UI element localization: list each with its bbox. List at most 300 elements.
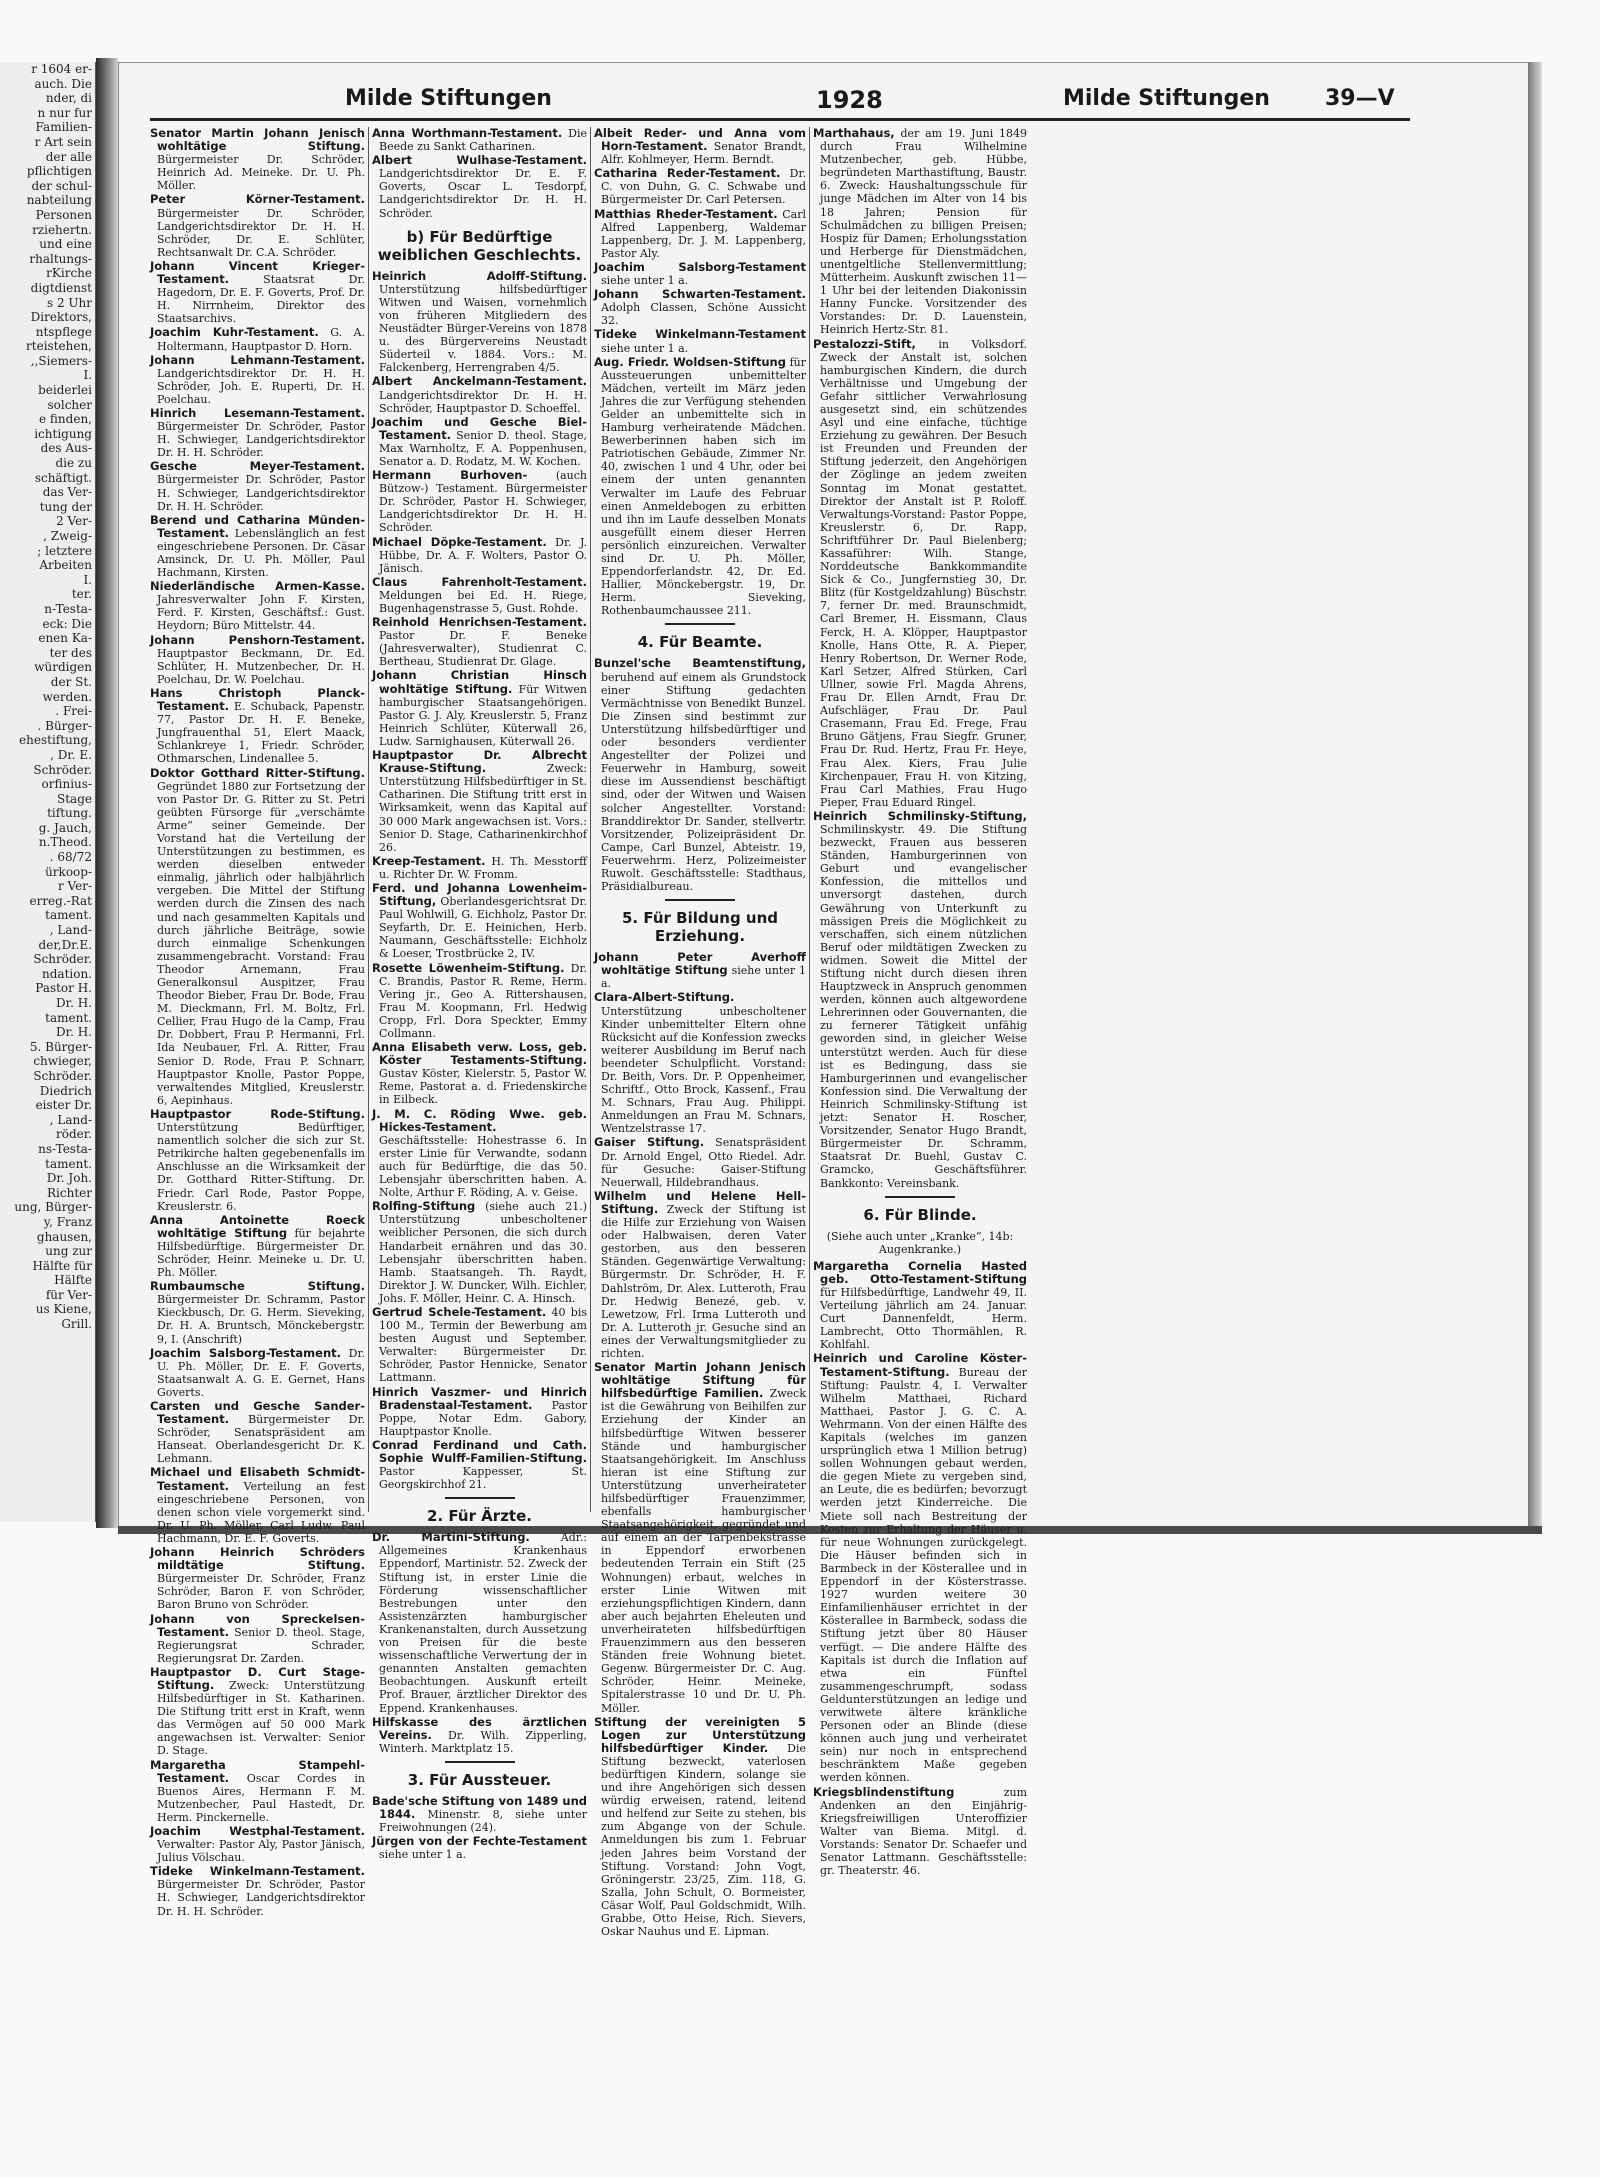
previous-page-text: rziehertn. xyxy=(32,222,92,237)
previous-page-text: auch. Die xyxy=(34,76,92,91)
foundation-details: H. Th. Messtorff u. Richter Dr. W. Fromm. xyxy=(379,854,587,881)
foundation-details: Jahresverwalter John F. Kirsten, Ferd. F. Kirsten, Geschäftsf.: Gust. Heydorn; Büro Mittelstr. 44. xyxy=(157,593,365,633)
foundation-name: Doktor Gotthard Ritter-Stiftung. xyxy=(150,765,365,780)
foundation-name: Heinrich Schmilinsky-Stiftung, xyxy=(813,808,1027,823)
foundation-name: Hinrich Vaszmer- und Hinrich Bradenstaal-Testament. xyxy=(372,1384,587,1412)
foundation-entry xyxy=(372,1439,587,1491)
foundation-name: Rolfing-Stiftung xyxy=(372,1199,476,1214)
foundation-details: Bürgermeister Dr. Schröder, Heinrich Ad. Meineke. Dr. U. Ph. Möller. xyxy=(157,153,365,193)
previous-page-text: Familien- xyxy=(35,120,92,135)
previous-page-text: r Art sein xyxy=(34,134,92,149)
foundation-details: 40 bis 100 M., Termin der Bewerbung am besten August und September. Verwalter: Bürgermeister Dr. Schröder, Pastor Hennicke, Senator Lattmann. xyxy=(379,1305,588,1385)
foundation-details: Hauptpastor Beckmann, Dr. Ed. Schlüter, H. Mutzenbecher, Dr. H. Poelchau, Dr. W. Poelchau. xyxy=(157,646,365,686)
header-rule xyxy=(150,118,1410,121)
foundation-name: Hermann Burhoven- xyxy=(372,468,528,483)
foundation-entry xyxy=(372,669,587,748)
foundation-name: Anna Worthmann-Testament. xyxy=(372,126,563,140)
foundation-name: Bunzel'sche Beamtenstiftung, xyxy=(594,656,806,671)
foundation-name: Peter Körner-Testament. xyxy=(150,192,365,207)
previous-page-text: rteistehen, xyxy=(26,339,92,354)
column-rule xyxy=(368,127,369,1512)
foundation-name: Margaretha Stampehl-Testament. xyxy=(150,1757,365,1785)
foundation-entry xyxy=(150,1214,365,1279)
previous-page-text: pflichtigen xyxy=(26,164,92,179)
foundation-name: Hilfskasse des ärztlichen Vereins. xyxy=(372,1714,587,1742)
foundation-details: in Volksdorf. Zweck der Anstalt ist, solchen hamburgischen Kindern, die durch Verhältnisse und Umgebung der Gefahr sittlicher Verwahrlosung ausgesetzt sind, ein schützendes Asyl und eine einfache, tüchtige Erziehung zu gewähren. Der Besuch ist Freunden und Freunden der Stiftung jederzeit, den Angehörigen der Zöglinge an jedem zweiten Sonntag im Monat gestattet. Direktor der Anstalt ist P. Roloff. Verwaltungs-Vorstand: Pastor Poppe, Kreuslerstr. 6, Dr. Rapp, Schriftführer Dr. Paul Bielenberg; Kassaführer: Wilh. Stange, Norddeutsche Bankkommandite Sick & Co., Jungfernstieg 30, Dr. Blitz (für Kostgeldzahlung) Büschstr. 7, ferner Dr. med. Braunschmidt, Carl Bremer, H. Eissmann, Claus Ferck, H. A. Klöpper, Hauptpastor Knolle, Hans Otte, R. A. Pieper, Henry Robertson, Dr. Werner Rode, Karl Setzer, Alfred Stürken, Carl Ullner, sowie Frl. Magda Ahrens, Frau Dr. Ellen Arndt, Frau Dr. Aufschläger, Frau Dr. Paul Crasemann, Frau Ed. Frege, Frau Bruno Gätjens, Frau Siegfr. Gruner, Frau Dr. Rud. Hertz, Frau Fr. Heye, Frau Alex. Kiers, Frau Julie Kirchenpauer, Frau H. von Kitzing, Frau Carl Mathies, Frau Hugo Pieper, Frau Eduard Ringel. xyxy=(820,337,1027,809)
foundation-details: Für Witwen hamburgischer Staatsangehörigen. Pastor G. J. Aly, Kreuslerstr. 5, Franz Heinrich Schlüter, Küterwall 26, Ludw. Sarnighausen, Küterwall 26. xyxy=(379,682,587,748)
foundation-details: Gustav Köster, Kielerstr. 5, Pastor W. Reme, Pastorat a. d. Friedenskirche in Eilbeck. xyxy=(379,1067,587,1107)
previous-page-text: Richter xyxy=(47,1185,92,1200)
entries-list xyxy=(594,951,806,1938)
foundation-entry xyxy=(594,1136,806,1188)
foundation-entry xyxy=(150,1280,365,1345)
foundation-details: Senator Brandt, Alfr. Kohlmeyer, Herm. Berndt. xyxy=(601,140,806,167)
previous-page-text: ,,Siemers- xyxy=(30,353,92,368)
foundation-entry xyxy=(150,1865,365,1917)
foundation-entry xyxy=(150,260,365,325)
page-edge xyxy=(1528,62,1542,1528)
previous-page-text: Hälfte xyxy=(54,1273,92,1288)
foundation-details: Unterstützung Bedürftiger, namentlich solcher die sich zur St. Petrikirche halten gegebenenfalls im Anschlusse an die Wirksamkeit der Dr. Gotthard Ritter-Stiftung. Dr. Friedr. Carl Rode, Pastor Poppe, Kreuslerstr. 6. xyxy=(157,1121,365,1213)
foundation-name: Carsten und Gesche Sander-Testament. xyxy=(150,1399,365,1427)
foundation-name: Hinrich Lesemann-Testament. xyxy=(150,405,365,420)
foundation-entry xyxy=(594,1716,806,1939)
foundation-entry xyxy=(594,991,806,1135)
previous-page-text: die zu xyxy=(55,456,92,471)
foundation-entry xyxy=(372,616,587,668)
foundation-entry xyxy=(594,1190,806,1360)
foundation-details: Oberlandesgerichtsrat Dr. Paul Wohlwill, G. Eichholz, Pastor Dr. Seyfarth, Dr. E. Heinichen, Herb. Naumann, Geschäftsstelle: Eichholz & Loeser, Trostbrücke 2, IV. xyxy=(379,895,587,961)
previous-page-text: Direktors, xyxy=(30,310,92,325)
previous-page-text: rKirche xyxy=(46,266,92,281)
foundation-entry xyxy=(150,687,365,766)
foundation-name: Hauptpastor D. Curt Stage-Stiftung. xyxy=(150,1664,365,1692)
foundation-details: Zweck ist die Gewährung von Beihilfen zur Erziehung der Kinder an hilfsbedürftige Witwen besserer Stände und hamburgischer Staatsangehörigkeit. Im Anschluss hieran ist eine Stiftung zur Unterstützung unverheirateter hilfsbedürftiger Frauenzimmer, ebenfalls hamburgischer Staatsangehörigkeit, gegründet und auf einem an der Tarpenbekstrasse in Eppendorf erworbenen bedeutenden Terrain ein Stift (25 Wohnungen) erbaut, welches in erster Linie Witwen mit erziehungspflichtigen Kindern, dann aber auch bejahrten Eheleuten und unverheirateten hilfsbedürftigen Frauenzimmern aus den besseren Ständen freie Wohnung bietet. Gegenw. Bürgermeister Dr. C. Aug. Schröder, Heinr. Meineke, Spitalerstrasse 10 und Dr. U. Ph. Möller. xyxy=(601,1387,806,1715)
entries-list xyxy=(372,1795,587,1861)
foundation-details: G. A. Holtermann, Hauptpastor D. Horn. xyxy=(157,326,365,353)
previous-page-text: nabteilung xyxy=(26,193,92,208)
foundation-details: Landgerichtsdirektor Dr. H. H. Schröder, Joh. E. Ruperti, Dr. H. Poelchau. xyxy=(157,366,365,406)
previous-page-text: e finden, xyxy=(39,412,92,427)
previous-page-text: , Land- xyxy=(49,923,92,938)
entries-list xyxy=(372,270,587,1492)
previous-page-text: beiderlei xyxy=(38,383,92,398)
foundation-name: Gaiser Stiftung. xyxy=(594,1135,705,1150)
foundation-entry xyxy=(150,1759,365,1824)
foundation-name: Joachim Salsborg-Testament xyxy=(594,259,806,274)
foundation-entry xyxy=(372,1041,587,1106)
foundation-details: Verteilung an fest eingeschriebene Personen, von denen schon viele vorgemerkt sind. Dr. U. Ph. Möller, Carl Ludw. Paul Hachmann, Dr. E. F. Goverts. xyxy=(157,1479,365,1545)
foundation-name: Hauptpastor Rode-Stiftung. xyxy=(150,1106,365,1121)
entries-list xyxy=(594,127,806,617)
foundation-entry xyxy=(372,1795,587,1834)
previous-page-text: r 1604 er- xyxy=(31,62,92,76)
previous-page-text: us Kiene, xyxy=(35,1302,92,1317)
foundation-details: siehe unter 1 a. xyxy=(379,1848,467,1862)
previous-page-text: ürkoop- xyxy=(45,864,92,879)
foundation-details: Bürgermeister Dr. Schröder, Pastor H. Schwieger, Landgerichtsdirektor Dr. H. H. Schröder. xyxy=(157,420,365,460)
previous-page-text: ns-Testa- xyxy=(38,1141,92,1156)
previous-page-text: tament. xyxy=(45,1156,92,1171)
section-heading: 4. Für Beamte. xyxy=(637,633,763,652)
column-1 xyxy=(150,126,366,1918)
foundation-entry xyxy=(150,1546,365,1611)
previous-page-text: orfinius- xyxy=(41,777,92,792)
previous-page-text: ung zur xyxy=(45,1244,92,1259)
foundation-details: Schmilinskystr. 49. Die Stiftung bezweckt, Frauen aus besseren Ständen, Hamburgerinnen von Geburt und evangelischer Konfession, die mittellos und unversorgt dastehen, durch Gewährung von Unterkunft zu mässigen Preis die Möglichkeit zu verschaffen, sich einem nützlichen Beruf oder mildtätigen Zwecken zu widmen. Soweit die Mittel der Stiftung nicht durch diesen ihren Hauptzweck in Anspruch genommen werden, können auch altgewordene Lehrerinnen oder Gouvernanten, die zu fernerer Tätigkeit unfähig geworden sind, in gleicher Weise unterstützt werden. Auch für diese ist es Bedingung, dass sie Hamburgerinnen und evangelischer Konfession sind. Die Verwaltung der Heinrich Schmilinsky-Stiftung ist jetzt: Senator H. Roscher, Vorsitzender, Senator Hugo Brandt, Bürgermeister Dr. Schramm, Staatsrat Dr. Buehl, Gustav C. Gramcko, Geschäftsführer. Bankkonto: Vereinsbank. xyxy=(820,822,1027,1190)
foundation-details: Meldungen bei Ed. H. Riege, Bugenhagenstrasse 5, Gust. Rohde. xyxy=(379,588,587,615)
foundation-entry xyxy=(150,1613,365,1665)
foundation-name: Stiftung der vereinigten 5 Logen zur Unterstützung hilfsbedürftiger Kinder. xyxy=(594,1714,806,1755)
foundation-entry xyxy=(594,1361,806,1715)
previous-page-text: der,Dr.E. xyxy=(38,937,92,952)
previous-page-text: s 2 Uhr xyxy=(47,295,92,310)
foundation-details: Staatsrat Dr. Hagedorn, Dr. E. F. Goverts, Prof. Dr. H. Nirrnheim, Direktor des Staatsarchivs. xyxy=(157,273,365,326)
foundation-details: Die Beede zu Sankt Catharinen. xyxy=(379,127,587,154)
foundation-details: Bürgermeister Dr. Schröder, Pastor H. Schwieger, Landgerichtsdirektor Dr. H. H. Schröder. xyxy=(157,473,365,513)
section-heading: 2. Für Ärzte. xyxy=(427,1507,532,1526)
previous-page-text: . Frei- xyxy=(55,704,92,719)
foundation-details: (auch Bützow-) Testament. Bürgermeister Dr. Schröder, Pastor H. Schwieger, Landgerichtsdirektor Dr. H. H. Schröder. xyxy=(379,469,587,535)
previous-page-text: ghausen, xyxy=(36,1229,92,1244)
previous-page-text: eister Dr. xyxy=(35,1098,92,1113)
foundation-details: Landgerichtsdirektor Dr. H. H. Schröder, Hauptpastor D. Schoeffel. xyxy=(379,388,587,415)
foundation-entry xyxy=(594,328,806,354)
foundation-entry xyxy=(150,1347,365,1399)
entries-list xyxy=(594,657,806,893)
previous-page-text: , Dr. E. xyxy=(50,747,92,762)
foundation-details: Bürgermeister Dr. Schröder, Franz Schröder, Baron F. von Schröder, Baron Bruno von Schröder. xyxy=(157,1572,365,1612)
previous-page-text: Arbeiten xyxy=(39,558,92,573)
previous-page-text: ehestiftung, xyxy=(19,733,92,748)
foundation-details: Lebenslänglich an fest eingeschriebene Personen. Dr. Cäsar Amsinck, Dr. U. Ph. Möller, Paul Hachmann, Kirsten. xyxy=(157,526,365,580)
foundation-entry xyxy=(150,580,365,632)
foundation-details: siehe unter 1 a. xyxy=(601,341,689,355)
foundation-name: Heinrich Adolff-Stiftung. xyxy=(372,268,587,283)
foundation-name: Rumbaumsche Stiftung. xyxy=(150,1279,365,1294)
foundation-details: Pastor Dr. F. Beneke (Jahresverwalter), Studienrat C. Bertheau, Studienrat Dr. Glage. xyxy=(379,629,587,669)
foundation-name: Johann Vincent Krieger-Testament. xyxy=(150,258,365,287)
foundation-details: für Hilfsbedürftige, Landwehr 49, II. Verteilung jährlich am 24. Januar. Curt Dannenfeldt, Herm. Lambrecht, Otto Thormählen, R. Kohlfahl. xyxy=(820,1285,1027,1352)
foundation-entry xyxy=(150,1825,365,1864)
foundation-entry xyxy=(372,1306,587,1385)
previous-page-text: das Ver- xyxy=(42,485,92,500)
foundation-details: Dr. C. Brandis, Pastor R. Reme, Herm. Vering jr., Geo A. Rittershausen, Frau M. Koopmann, Frl. Hedwig Cropp, Frl. Dora Speckter, Emmy Collmann. xyxy=(379,961,588,1040)
entries-list xyxy=(372,127,587,220)
column-4 xyxy=(813,126,1028,1878)
previous-page-text: tament. xyxy=(45,1010,92,1025)
foundation-name: Johann Penshorn-Testament. xyxy=(150,632,365,647)
foundation-entry xyxy=(372,1716,587,1755)
foundation-entry xyxy=(372,749,587,854)
foundation-name: Hans Christoph Planck-Testament. xyxy=(150,685,365,714)
previous-page-text: g. Jauch, xyxy=(38,820,92,835)
foundation-details: Landgerichtsdirektor Dr. E. F. Goverts, Oscar L. Tesdorpf, Landgerichtsdirektor Dr. H. H. Schröder. xyxy=(379,167,587,220)
foundation-name: Aug. Friedr. Woldsen-Stiftung xyxy=(594,354,786,369)
foundation-entry xyxy=(150,767,365,1107)
section-heading: 6. Für Blinde. xyxy=(863,1205,977,1224)
foundation-name: Albert Wulhase-Testament. xyxy=(372,153,587,168)
header-left-title: Milde Stiftungen xyxy=(345,86,552,111)
previous-page-text: der alle xyxy=(45,149,92,164)
foundation-name: Conrad Ferdinand und Cath. Sophie Wulff-Familien-Stiftung. xyxy=(372,1437,587,1465)
section-heading: 3. Für Aussteuer. xyxy=(407,1770,552,1789)
section-rule xyxy=(665,899,735,901)
section-rule xyxy=(665,623,735,625)
previous-page-text: nder, di xyxy=(45,91,92,106)
foundation-details: Dr. Wilh. Zipperling, Winterh. Marktplatz 15. xyxy=(379,1728,588,1755)
previous-page-text: ung, Bürger- xyxy=(14,1200,92,1215)
foundation-name: Clara-Albert-Stiftung. xyxy=(594,990,735,1005)
previous-page-text: . Bürger- xyxy=(37,718,92,733)
foundation-details: Bürgermeister Dr. Schramm, Pastor Kieckbusch, Dr. G. Herm. Sieveking, Dr. H. A. Bruntsch, Mönckebergstr. 9, I. (Anschrift) xyxy=(157,1293,365,1346)
foundation-details: Zweck: Unterstützung Hilfsbedürftiger in St. Catharinen. Die Stiftung tritt erst in Wirksamkeit, wenn das Kapital auf 30 000 Mark angewachsen ist. Vors.: Senior D. Stage, Catharinenkirchhof 26. xyxy=(379,762,587,854)
foundation-details: der am 19. Juni 1849 durch Frau Wilhelmine Mutzenbecher, geb. Hübbe, begründeten Marthastiftung, Baustr. 6. Zweck: Haushaltungsschule für junge Mädchen im Alter von 14 bis 18 Jahren; Pension für Schulmädchen zu billigen Preisen; Hospiz für Damen; Erholungsstation und Herberge für Dienstmädchen, unentgeltliche Stellenvermittlung; Mütterheim. Auskunft zwischen 11—1 Uhr bei der leitenden Diakonissin Hanny Funcke. Vorsitzender des Vorstandes: Dr. D. Lauenstein, Heinrich Hertz-Str. 81. xyxy=(820,127,1028,337)
previous-page-text: für Ver- xyxy=(45,1287,92,1302)
foundation-name: Marthahaus, xyxy=(813,126,895,140)
foundation-entry xyxy=(594,127,806,166)
foundation-entry xyxy=(372,1386,587,1438)
previous-page-text: . 68/72 xyxy=(49,850,92,865)
foundation-name: Albert Anckelmann-Testament. xyxy=(372,374,587,389)
foundation-details: Bureau der Stiftung: Paulstr. 4, I. Verwalter Wilhelm Matthaei, Richard Matthaei, Pastor J. G. C. A. Wehrmann. Von der einen Hälfte des Kapitals (welches im ganzen ursprünglich etwa 1 Million betrug) sollen Wohnungen gebaut werden, die gegen Miete zu vergeben sind, an Leute, die es bedürfen; bevorzugt werden jetzt Kinderreiche. Die Miete soll nach Bestreitung der Kosten zur Erhaltung der Häuser u. für neue Wohnungen zurückgelegt. Die Häuser befinden sich in Barmbeck in der Kösterallee und in Eppendorf in der Kösterstrasse. 1927 wurden weitere 30 Einfamilienhäuser errichtet in der Kösterallee in Barmbeck, sodass die Stiftung jetzt über 80 Häuser verfügt. — Die andere Hälfte des Kapitals ist durch die Inflation auf etwa ein Fünftel zusammengeschrumpft, sodass Geldunterstützungen an ledige und verwitwete ältere kränkliche Personen oder an Blinde (diese können auch jung und verheiratet sein) nur noch in entsprechend beschränktem Maße gegeben werden können. xyxy=(820,1365,1028,1785)
foundation-details: E. Schuback, Papenstr. 77, Pastor Dr. H. F. Beneke, Jungfrauenthal 51, Elert Maack, Schlankreye 1, Friedr. Schröder, Othmarschen, Lindenallee 5. xyxy=(157,700,365,766)
foundation-details: für bejahrte Hilfsbedürftige. Bürgermeister Dr. Schröder, Heinr. Meineke u. Dr. U. Ph. Möller. xyxy=(157,1226,365,1280)
foundation-details: zum Andenken an den Einjährig-Kriegsfreiwilligen Unteroffizier Walter van Biema. Mitgl. d. Vorstands: Senator Dr. Schaefer und Senator Lattmann. Geschäftsstelle: gr. Theaterstr. 46. xyxy=(820,1785,1027,1878)
foundation-entry xyxy=(372,270,587,375)
foundation-entry xyxy=(372,416,587,468)
foundation-details: Carl Alfred Lappenberg, Waldemar Lappenberg, Dr. J. M. Lappenberg, Pastor Aly. xyxy=(601,207,807,260)
foundation-name: Michael Döpke-Testament. xyxy=(372,534,547,549)
previous-page-text: ter des xyxy=(49,645,92,660)
foundation-entry xyxy=(372,536,587,575)
foundation-name: Johann von Spreckelsen-Testament. xyxy=(150,1611,365,1639)
foundation-details: siehe unter 1 a. xyxy=(601,964,807,991)
foundation-name: Rosette Löwenheim-Stiftung. xyxy=(372,960,565,975)
foundation-details: siehe unter 1 a. xyxy=(601,274,689,288)
foundation-details: Bürgermeister Dr. Schröder, Pastor H. Schwieger, Landgerichtsdirektor Dr. H. H. Schröder. xyxy=(157,1878,365,1918)
foundation-entry xyxy=(150,514,365,579)
previous-page-text: enen Ka- xyxy=(38,631,92,646)
foundation-entry xyxy=(150,1400,365,1465)
foundation-entry xyxy=(372,1200,587,1305)
foundation-entry xyxy=(150,634,365,686)
foundation-details: Adr.: Allgemeines Krankenhaus Eppendorf, Martinistr. 52. Zweck der Stiftung ist, in erster Linie die Förderung wissenschaftlicher Bestrebungen unter den Assistenzärzten hamburgischer Krankenanstalten, durch Aussetzung von Preisen für die beste wissenschaftliche Verwertung der in genannten Anstalten gemachten Beobachtungen. Auskunft erteilt Prof. Brauer, ärztlicher Direktor des Eppend. Krankenhauses. xyxy=(379,1531,587,1715)
previous-page-text: Pastor H. xyxy=(35,981,92,996)
foundation-details: Dr. C. von Duhn, G. C. Schwabe und Bürgermeister Dr. Carl Petersen. xyxy=(601,167,806,207)
foundation-details: Oscar Cordes in Buenos Aires, Hermann F. M. Mutzenbecher, Paul Hastedt, Dr. Herm. Pinckernelle. xyxy=(157,1771,365,1824)
previous-page-text: n-Testa- xyxy=(44,601,92,616)
foundation-details: Senatspräsident Dr. Arnold Engel, Otto Riedel. Adr. für Gesuche: Gaiser-Stiftung Neuerwall, Hildebrandhaus. xyxy=(601,1136,806,1189)
foundation-name: Pestalozzi-Stift, xyxy=(813,336,916,351)
section-note: (Siehe auch unter „Kranke“, 14b: Augenkranke.) xyxy=(826,1229,1014,1256)
entries-list xyxy=(372,1531,587,1755)
previous-page-text: ntspflege xyxy=(35,324,92,339)
previous-page-text: r Ver- xyxy=(57,879,92,894)
foundation-entry xyxy=(150,460,365,512)
foundation-entry xyxy=(372,855,587,881)
foundation-details: Gegründet 1880 zur Fortsetzung der von Pastor Dr. G. Ritter zu St. Petri geübten Fürsorge für „verschämte Arme“ seiner Gemeinde. Der Vorstand hat die Verteilung der Unterstützungen zu bestimmen, es werden dieselben entweder einmalig, jährlich oder halbjährlich vergeben. Die Mittel der Stiftung werden durch die Zinsen des nach und nach gesammelten Kapitals und durch jährliche Beiträge, sowie durch einmalige Schenkungen zusammengebracht. Vorstand: Frau Theodor Arnemann, Frau Generalkonsul Auspitzer, Frau Theodor Bieber, Frau Dr. Bode, Frau M. Dieckmann, Frl. M. Boltz, Frl. Cellier, Frau Hugo de la Camp, Frau Dr. Dobbert, Frau P. Hermanni, Frl. Ida Neubauer, Frl. A. Ritter, Frau Senior D. Rode, Frau P. Schnarr, Hauptpastor Knolle, Pastor Poppe, verwaltendes Mitglied, Kreuslerstr. 6, Aepinhaus. xyxy=(157,779,365,1107)
entries-list xyxy=(813,1260,1027,1877)
foundation-name: J. M. C. Röding Wwe. geb. Hickes-Testament. xyxy=(372,1106,587,1134)
previous-page-text: des Aus- xyxy=(40,441,92,456)
previous-page-text: Schröder. xyxy=(33,1068,92,1083)
entries-list xyxy=(813,127,1027,1190)
foundation-entry xyxy=(594,208,806,260)
foundation-details: Pastor Kappesser, St. Georgskirchhof 21. xyxy=(379,1465,587,1492)
foundation-entry xyxy=(372,375,587,414)
foundation-details: Zweck der Stiftung ist die Hilfe zur Erziehung von Waisen oder Halbwaisen, deren Vater gestorben, aus den besseren Ständen. Gegenwärtige Verwaltung: Bürgermstr. Dr. Schröder, H. F. Dahlström, Dr. Alex. Lutteroth, Frau Dr. Hedwig Benezé, geb. v. Lewetzow, Frl. Irma Lutteroth und Dr. A. Lutteroth jr. Gesuche sind an eines der Verwaltungsmitglieder zu richten. xyxy=(601,1202,806,1360)
previous-page-text: Grill. xyxy=(61,1317,92,1332)
previous-page-text: Hälfte für xyxy=(32,1258,92,1273)
foundation-entry xyxy=(813,810,1027,1190)
book-gutter xyxy=(96,58,118,1528)
foundation-name: Joachim und Gesche Biel-Testament. xyxy=(372,414,587,442)
foundation-details: Unterstützung hilfsbedürftiger Witwen und Waisen, vornehmlich von früheren Mitgliedern des Neustädter Bürger-Vereins von 1878 u. des Bürgervereins Neustadt Süderteil v. 1884. Vors.: M. Falckenberg, Herrengraben 4/5. xyxy=(379,282,587,375)
foundation-name: Tideke Winkelmann-Testament xyxy=(594,327,806,342)
foundation-entry xyxy=(372,154,587,219)
page-number: 39—V xyxy=(1325,86,1395,111)
previous-page-text: solcher xyxy=(47,397,92,412)
previous-page-text: ndation. xyxy=(42,966,92,981)
previous-page-text: chwieger, xyxy=(33,1054,92,1069)
foundation-entry xyxy=(150,354,365,406)
foundation-name: Niederländische Armen-Kasse. xyxy=(150,579,365,594)
previous-page-text: tiftung. xyxy=(47,806,92,821)
previous-page-text: rhaltungs- xyxy=(29,251,92,266)
previous-page-fragment xyxy=(0,62,97,1522)
previous-page-text: Stage xyxy=(57,791,92,806)
foundation-name: Bade'sche Stiftung von 1489 und 1844. xyxy=(372,1793,587,1821)
foundation-entry xyxy=(150,326,365,352)
column-rule xyxy=(590,127,591,1512)
previous-page-text: 5. Bürger- xyxy=(29,1039,92,1054)
foundation-details: Senior D. theol. Stage, Regierungsrat Schrader, Regierungsrat Dr. Zarden. xyxy=(157,1625,366,1665)
foundation-entry xyxy=(150,127,365,192)
previous-page-text: , Land- xyxy=(49,1112,92,1127)
foundation-entry xyxy=(150,1108,365,1213)
foundation-details: Pastor Poppe, Notar Edm. Gabory, Hauptpastor Knolle. xyxy=(379,1398,587,1438)
previous-page-text: der St. xyxy=(50,674,92,689)
foundation-entry xyxy=(372,962,587,1041)
foundation-name: Reinhold Henrichsen-Testament. xyxy=(372,615,587,630)
previous-page-text: digtdienst xyxy=(30,280,92,295)
foundation-entry xyxy=(372,1835,587,1861)
previous-page-text: eck: Die xyxy=(42,616,92,631)
previous-page-text: Diedrich xyxy=(39,1083,92,1098)
header-right-title: Milde Stiftungen xyxy=(1063,86,1270,111)
foundation-details: Minenstr. 8, siehe unter Freiwohnungen (24). xyxy=(379,1807,587,1835)
foundation-entry xyxy=(594,951,806,990)
column-rule xyxy=(809,127,810,1512)
foundation-entry xyxy=(594,288,806,327)
previous-page-text: schäftigt. xyxy=(34,470,92,485)
foundation-entry xyxy=(372,127,587,153)
foundation-details: Verwalter: Pastor Aly, Pastor Jänisch, Julius Völschau. xyxy=(157,1838,365,1865)
foundation-entry xyxy=(372,576,587,615)
foundation-details: Zweck: Unterstützung Hilfsbedürftiger in St. Katharinen. Die Stiftung tritt erst in Kraft, wenn das Vermögen auf 50 000 Mark angewachsen ist. Verwalter: Senior D. Stage. xyxy=(157,1678,366,1758)
previous-page-text: erreg.-Rat xyxy=(29,893,92,908)
foundation-entry xyxy=(594,261,806,287)
foundation-entry xyxy=(813,1352,1027,1784)
previous-page-text: Dr. H. xyxy=(56,996,92,1010)
foundation-details: Bürgermeister Dr. Schröder, Senatspräsident am Hanseat. Oberlandesgericht Dr. K. Lehmann. xyxy=(157,1413,366,1466)
foundation-name: Anna Antoinette Roeck wohltätige Stiftung xyxy=(150,1212,365,1240)
running-header xyxy=(305,82,1415,116)
foundation-name: Kreep-Testament. xyxy=(372,853,486,868)
previous-page-text: werden. xyxy=(42,689,92,704)
column-2 xyxy=(372,126,588,1862)
foundation-entry xyxy=(813,338,1027,809)
foundation-entry xyxy=(150,407,365,459)
previous-page-text: ; letztere xyxy=(37,543,92,558)
foundation-entry xyxy=(594,167,806,206)
section-rule xyxy=(445,1497,515,1499)
foundation-name: Wilhelm und Helene Hell-Stiftung. xyxy=(594,1188,806,1216)
previous-page-text: ichtigung xyxy=(34,426,92,441)
foundation-entry xyxy=(813,1260,1027,1352)
foundation-entry xyxy=(372,1108,587,1200)
foundation-name: Gesche Meyer-Testament. xyxy=(150,459,365,474)
foundation-name: Michael und Elisabeth Schmidt-Testament. xyxy=(150,1465,365,1493)
previous-page-text: tament. xyxy=(45,908,92,923)
previous-page-text: Schröder. xyxy=(33,952,92,967)
section-heading: 5. Für Bildung und Erziehung. xyxy=(621,909,779,946)
foundation-entry xyxy=(813,127,1027,337)
previous-page-text: , Zweig- xyxy=(43,529,92,543)
foundation-name: Matthias Rheder-Testament. xyxy=(594,206,778,221)
foundation-entry xyxy=(594,657,806,893)
foundation-details: Unterstützung unbescholtener Kinder unbemittelter Eltern ohne Rücksicht auf die Konfession zwecks weiterer Ausbildung im Beruf nach beendeter Schulpflicht. Vorstand: Dr. Beith, Vors. Dr. P. Oppenheimer, Schriftf., Otto Brock, Kassenf., Frau M. Schnars, Frau Aug. Philippi. Anmeldungen an Frau M. Schnars, Wentzelstrasse 17. xyxy=(601,1004,806,1136)
foundation-details: Adolph Classen, Schöne Aussicht 32. xyxy=(601,301,806,328)
previous-page-text: röder. xyxy=(56,1127,92,1142)
previous-page-text: I. xyxy=(83,572,92,587)
previous-page-text: 2 Ver- xyxy=(56,514,92,529)
previous-page-text: würdigen xyxy=(34,660,92,675)
foundation-name: Berend und Catharina Münden-Testament. xyxy=(150,512,365,540)
foundation-details: Dr. U. Ph. Möller, Dr. E. F. Goverts, Staatsanwalt A. G. E. Gernet, Hans Goverts. xyxy=(157,1346,365,1399)
foundation-name: Johann Christian Hinsch wohltätige Stiftung. xyxy=(372,668,587,696)
foundation-name: Johann Peter Averhoff wohltätige Stiftung xyxy=(594,950,806,978)
foundation-entry xyxy=(150,193,365,258)
previous-page-text: Schröder. xyxy=(33,762,92,777)
previous-page-text: I. xyxy=(83,368,92,383)
foundation-name: Heinrich und Caroline Köster-Testament-Stiftung. xyxy=(813,1351,1027,1379)
previous-page-text: n nur fur xyxy=(37,105,92,120)
foundation-details: (siehe auch 21.) Unterstützung unbescholtener weiblicher Personen, die sich durch Handarbeit ernähren und das 30. Lebensjahr überschritten haben. Hamb. Staatsangeh. Th. Raydt, Direktor J. W. Duncker, Wilh. Eichler, Johs. F. Möller, Heinr. C. A. Hinsch. xyxy=(379,1200,587,1305)
section-rule xyxy=(445,1761,515,1763)
foundation-entry xyxy=(150,1666,365,1758)
foundation-name: Gertrud Schele-Testament. xyxy=(372,1304,547,1319)
previous-page-text: und eine xyxy=(39,237,92,252)
section-rule xyxy=(885,1196,955,1198)
foundation-name: Ferd. und Johanna Lowenheim-Stiftung, xyxy=(372,880,587,909)
previous-page-text: der schul- xyxy=(31,178,92,193)
foundation-details: Bürgermeister Dr. Schröder, Landgerichtsdirektor Dr. H. H. Schröder, Dr. E. Schlüter, Rechtsanwalt Dr. C.A. Schröder. xyxy=(157,206,365,259)
section-heading: b) Für Bedürftige weiblichen Geschlechts. xyxy=(377,227,582,264)
foundation-details: Dr. J. Hübbe, Dr. A. F. Wolters, Pastor O. Jänisch. xyxy=(379,535,587,575)
foundation-name: Jürgen von der Fechte-Testament xyxy=(372,1834,587,1849)
foundation-entry xyxy=(372,1531,587,1714)
foundation-name: Catharina Reder-Testament. xyxy=(594,166,781,181)
previous-page-text: ter. xyxy=(71,587,92,602)
foundation-name: Claus Fahrenholt-Testament. xyxy=(372,574,587,589)
foundation-name: Hauptpastor Dr. Albrecht Krause-Stiftung. xyxy=(372,748,587,776)
previous-page-text: y, Franz xyxy=(43,1214,92,1229)
foundation-details: Geschäftsstelle: Hohestrasse 6. In erster Linie für Verwandte, sodann auch für Bedürftige, die das 50. Lebensjahr überschritten haben. A. Nolte, Arthur F. Röding, A. v. Geise. xyxy=(379,1133,587,1200)
foundation-name: Senator Martin Johann Jenisch wohltätige Stiftung. xyxy=(150,126,365,154)
previous-page-text: tung der xyxy=(39,499,92,514)
